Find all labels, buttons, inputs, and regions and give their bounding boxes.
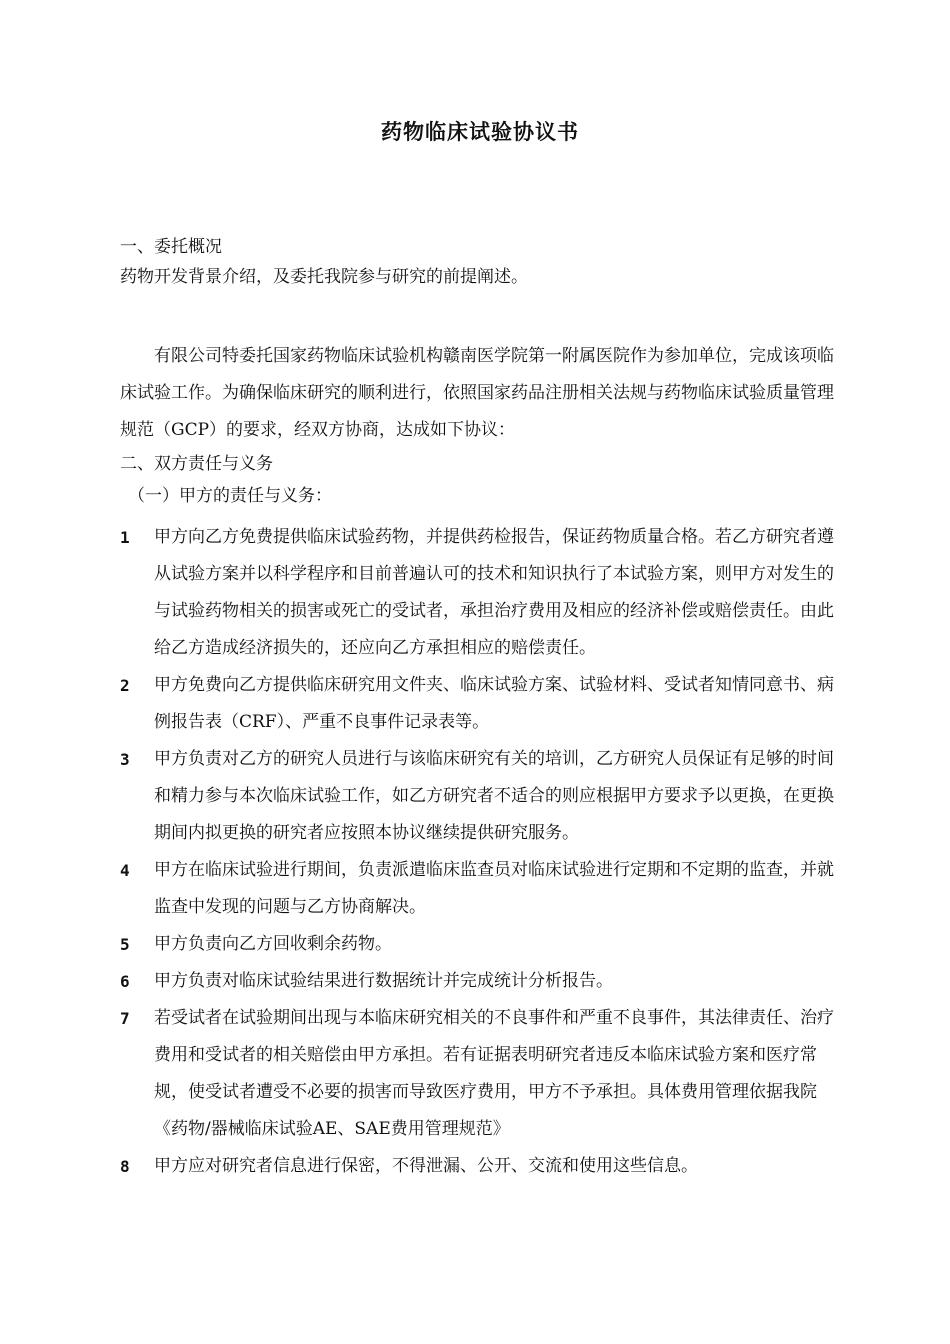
- item-text: 甲方负责对乙方的研究人员进行与该临床研究有关的培训，乙方研究人员保证有足够的时间和精力参与本次临床试验工作，如乙方研究者不适合的则应根据甲方要求予以更换，在更换期间内拟更换的研究者应按照本协议继续提供研究服务。: [154, 749, 834, 843]
- item-text: 甲方应对研究者信息进行保密，不得泄漏、公开、交流和使用这些信息。: [154, 1156, 698, 1176]
- list-item: [120, 741, 850, 852]
- spacer: [120, 292, 850, 338]
- list-item: [120, 1148, 850, 1185]
- item-text: 甲方向乙方免费提供临床试验药物，并提供药检报告，保证药物质量合格。若乙方研究者遵从试验方案并以科学程序和目前普遍认可的技术和知识执行了本试验方案，则甲方对发生的与试验药物相关的损害或死亡的受试者，承担治疗费用及相应的经济补偿或赔偿责任。由此给乙方造成经济损失的，还应向乙方承担相应的赔偿责任。: [154, 527, 834, 658]
- document-title: 药物临床试验协议书: [381, 119, 579, 144]
- sub-heading-party-a: （一）甲方的责任与义务：: [128, 486, 332, 506]
- body-paragraph: 有限公司特委托国家药物临床试验机构赣南医学院第一附属医院作为参加单位，完成该项临床试验工作。为确保临床研究的顺利进行，依照国家药品注册相关法规与药物临床试验质量管理规范（GCP）的要求，经双方协商，达成如下协议：: [120, 346, 834, 440]
- list-item: [120, 519, 850, 667]
- section-heading-2: 二、双方责任与义务: [120, 454, 273, 474]
- item-number: 3: [120, 750, 130, 769]
- list-item: [120, 926, 850, 963]
- obligation-list: [120, 519, 850, 1185]
- list-item: [120, 667, 850, 741]
- item-number: 5: [120, 935, 130, 954]
- intro-text: 药物开发背景介绍，及委托我院参与研究的前提阐述。: [120, 267, 528, 287]
- item-number: 2: [120, 676, 130, 695]
- list-item: [120, 852, 850, 926]
- item-number: 6: [120, 972, 130, 991]
- item-number: 8: [120, 1157, 130, 1176]
- list-item: [120, 963, 850, 1000]
- item-text: 若受试者在试验期间出现与本临床研究相关的不良事件和严重不良事件，其法律责任、治疗费用和受试者的相关赔偿由甲方承担。若有证据表明研究者违反本临床试验方案和医疗常规，使受试者遭受不必要的损害而导致医疗费用，甲方不予承担。具体费用管理依据我院《药物/器械临床试验AE、SAE费用管理规范》: [154, 1008, 834, 1139]
- item-text: 甲方在临床试验进行期间，负责派遣临床监查员对临床试验进行定期和不定期的监查，并就监查中发现的问题与乙方协商解决。: [154, 860, 834, 917]
- item-number: 7: [120, 1009, 130, 1028]
- item-text: 甲方免费向乙方提供临床研究用文件夹、临床试验方案、试验材料、受试者知情同意书、病例报告表（CRF）、严重不良事件记录表等。: [154, 675, 834, 732]
- section-heading-1: 一、委托概况: [120, 237, 222, 257]
- item-number: 1: [120, 528, 130, 547]
- item-text: 甲方负责向乙方回收剩余药物。: [154, 934, 392, 954]
- item-number: 4: [120, 861, 130, 880]
- list-item: [120, 1000, 850, 1148]
- item-text: 甲方负责对临床试验结果进行数据统计并完成统计分析报告。: [154, 971, 613, 991]
